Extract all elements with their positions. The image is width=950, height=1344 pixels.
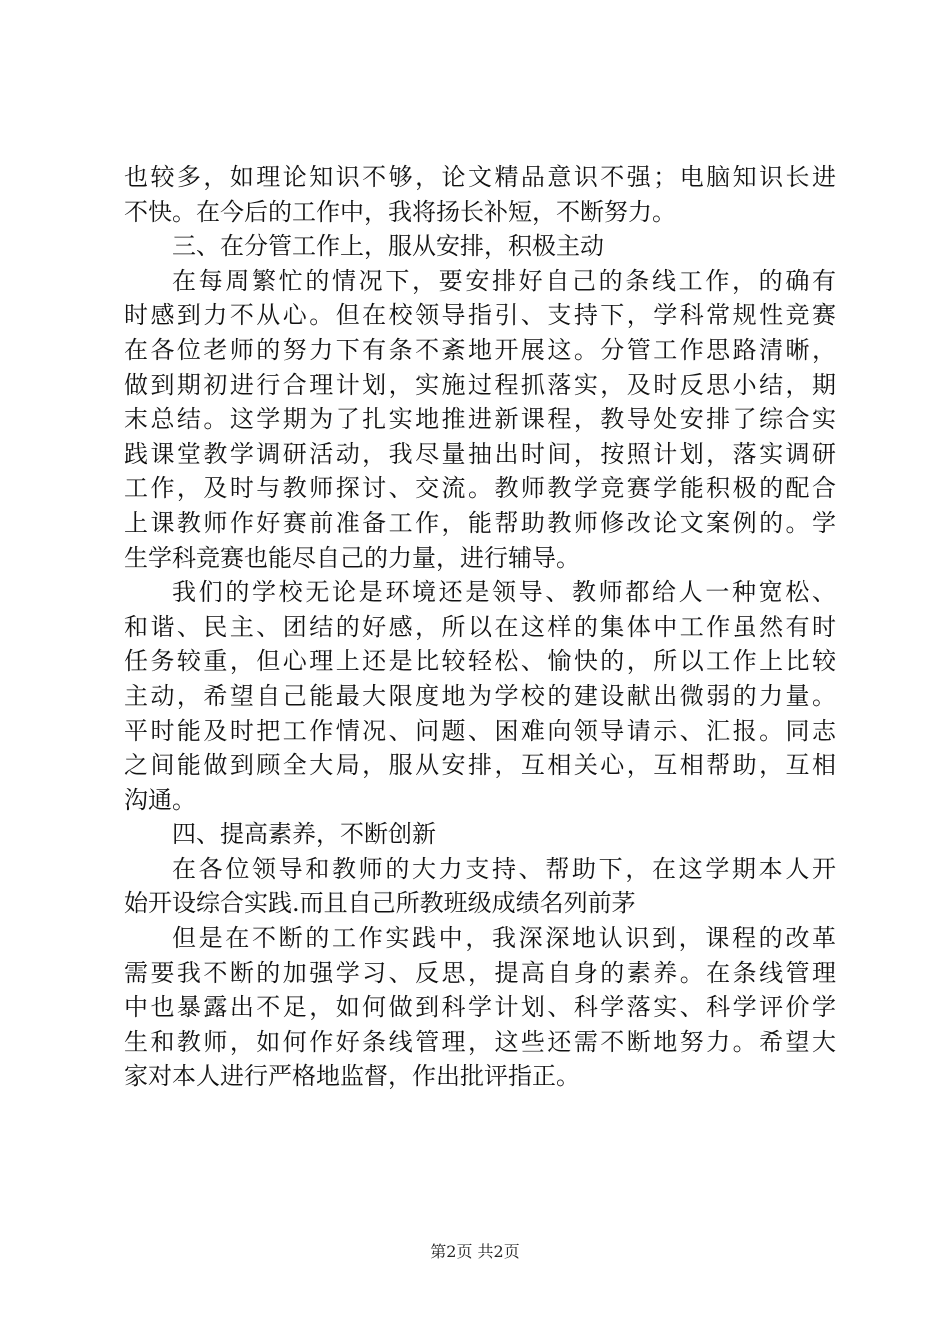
text-line: 生和教师，如何作好条线管理，这些还需不断地努力。希望大 xyxy=(124,1027,836,1056)
text-line: 主动，希望自己能最大限度地为学校的建设献出微弱的力量。 xyxy=(124,681,836,710)
text-line: 在每周繁忙的情况下，要安排好自己的条线工作，的确有 xyxy=(172,266,836,295)
text-line: 需要我不断的加强学习、反思，提高自身的素养。在条线管理 xyxy=(124,958,836,987)
text-line: 始开设综合实践.而且自己所教班级成绩名列前茅 xyxy=(124,889,636,918)
text-line: 不快。在今后的工作中，我将扬长补短，不断努力。 xyxy=(124,197,676,226)
text-line: 沟通。 xyxy=(124,785,196,814)
text-line: 做到期初进行合理计划，实施过程抓落实，及时反思小结，期 xyxy=(124,370,836,399)
text-line: 三、在分管工作上，服从安排，积极主动 xyxy=(172,232,604,261)
text-line: 时感到力不从心。但在校领导指引、支持下，学科常规性竞赛 xyxy=(124,301,836,330)
text-line: 践课堂教学调研活动，我尽量抽出时间，按照计划，落实调研 xyxy=(124,439,836,468)
page-footer: 第2页 共2页 xyxy=(430,1242,520,1261)
text-line: 中也暴露出不足，如何做到科学计划、科学落实、科学评价学 xyxy=(124,993,836,1022)
text-line: 和谐、民主、团结的好感，所以在这样的集体中工作虽然有时 xyxy=(124,612,836,641)
text-line: 之间能做到顾全大局，服从安排，互相关心，互相帮助，互相 xyxy=(124,751,836,780)
text-line: 在各位领导和教师的大力支持、帮助下，在这学期本人开 xyxy=(172,854,836,883)
text-line: 但是在不断的工作实践中，我深深地认识到，课程的改革 xyxy=(172,924,836,953)
text-line: 末总结。这学期为了扎实地推进新课程，教导处安排了综合实 xyxy=(124,405,836,434)
text-line: 在各位老师的努力下有条不紊地开展这。分管工作思路清晰， xyxy=(124,335,836,364)
text-line: 四、提高素养，不断创新 xyxy=(172,820,436,849)
text-line: 平时能及时把工作情况、问题、困难向领导请示、汇报。同志 xyxy=(124,716,836,745)
text-line: 任务较重，但心理上还是比较轻松、愉快的，所以工作上比较 xyxy=(124,647,836,676)
text-line: 生学科竞赛也能尽自己的力量，进行辅导。 xyxy=(124,543,580,572)
document-body xyxy=(124,160,836,1094)
text-line: 上课教师作好赛前准备工作，能帮助教师修改论文案例的。学 xyxy=(124,508,836,537)
text-line: 工作，及时与教师探讨、交流。教师教学竞赛学能积极的配合 xyxy=(124,474,836,503)
text-line: 家对本人进行严格地监督，作出批评指正。 xyxy=(124,1062,580,1091)
text-line: 我们的学校无论是环境还是领导、教师都给人一种宽松、 xyxy=(172,578,836,607)
text-line: 也较多，如理论知识不够，论文精品意识不强；电脑知识长进 xyxy=(124,163,836,191)
